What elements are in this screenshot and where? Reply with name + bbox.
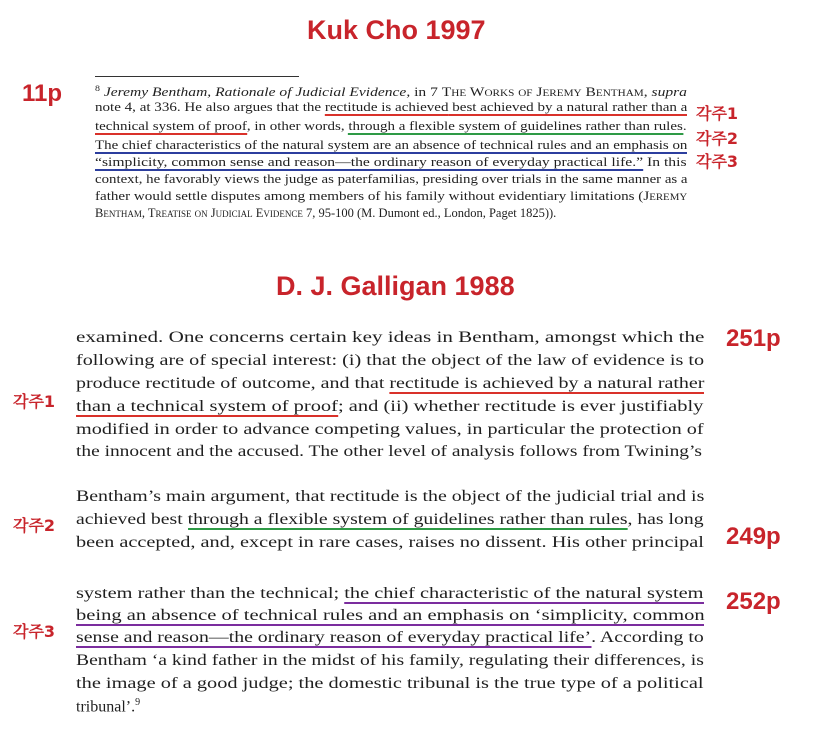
p2-text: , has long [627,511,704,528]
bottom-title: D. J. Galligan 1988 [276,271,515,301]
p3-footnote-ref: 9 [135,697,141,708]
footnote-line-8 [95,206,556,221]
p1-text: ; and (ii) whether rectitude is ever justifiably [337,398,704,415]
footnote-line-5 [95,155,687,170]
footnote-line-1 [95,81,687,100]
p1-line-2: following are of special interest: (i) that the object of the law of evidence is to [76,352,705,369]
p3-underline-c: sense and reason—the ordinary reason of everyday practical life’ [76,629,592,646]
top-tag-1: 각주1 [696,104,739,123]
p3-line-3 [76,629,704,647]
p2-underline: through a flexible system of guidelines rather than rules [187,511,628,528]
bottom-tag-1: 각주1 [13,392,56,411]
footnote-underline-3a: The chief characteristics of the natural system are an absence of technical rules and an emphasis on [95,138,688,152]
footnote-rule [95,76,299,77]
bottom-page-251: 251p [726,325,781,352]
p2-line-2 [76,511,704,529]
footnote-in: in 7 [410,85,442,100]
top-page-label: 11p [22,80,63,107]
p1-line-3 [76,375,704,393]
p3-text: system rather than the technical; [76,585,345,602]
p3-line-4: Bentham ‘a kind father in the midst of his family, regulating their differences, is [76,652,704,669]
footnote-author: Jeremy Bentham, Rationale of Judicial Evidence, [103,85,411,100]
footnote-author-sc: Jeremy [643,189,688,203]
p1-line-6: the innocent and the accused. The other level of analysis follows from Twining’s [76,443,702,460]
p3-text: tribunal’. [76,698,136,716]
p1-text: produce rectitude of outcome, and that [76,375,390,392]
footnote-text: father would settle disputes among members of his family without evidentiary limitations ( [95,189,644,203]
footnote-works: The Works of Jeremy Bentham, [441,85,648,100]
bottom-tag-2: 각주2 [13,516,56,535]
p3-line-6 [76,697,140,716]
footnote-underline-1a: rectitude is achieved [324,100,449,114]
bottom-page-249: 249p [726,523,781,550]
footnote-line-4 [95,138,687,153]
footnote-underline-1b: best achieved by a natural rather than a [448,100,688,114]
footnote-line-3 [95,119,687,134]
footnote-treatise: Bentham, Treatise on Judicial Evidence [95,206,303,220]
p1-line-4 [76,398,703,416]
p3-underline-a: the chief characteristic of the natural system [344,585,704,602]
p3-underline-b: being an absence of technical rules and an emphasis on ‘simplicity, common [76,607,705,624]
p2-line-1: Bentham’s main argument, that rectitude is the object of the judicial trial and is [76,488,705,505]
top-tag-2: 각주2 [696,129,739,148]
p2-text: achieved best [76,511,188,528]
bottom-page-252: 252p [726,588,781,615]
footnote-underline-2: through a flexible system of guidelines rather than rules [348,119,683,133]
footnote-number: 8 [95,84,100,93]
footnote-line-2 [95,100,687,115]
footnote-underline-1c: technical system of proof [95,119,247,133]
bottom-tag-3: 각주3 [13,622,56,641]
footnote-text: note 4, at 336. He also argues that the [95,100,325,114]
p3-line-2 [76,607,705,625]
top-tag-3: 각주3 [696,152,739,171]
p3-text: . According to [591,629,704,646]
p2-line-3: been accepted, and, except in rare cases, raises no dissent. His other principal [76,534,704,551]
p3-line-5: the image of a good judge; the domestic tribunal is the true type of a political [76,675,704,692]
footnote-text: . [682,119,687,133]
p1-line-5: modified in order to advance competing values, in particular the protection of [76,421,704,438]
footnote-supra: supra [647,85,687,100]
footnote-text: 7, 95-100 (M. Dumont ed., London, Paget 1825)). [302,206,557,220]
footnote-text: In this [643,155,687,169]
footnote-line-6: context, he favorably views the judge as paterfamilias, presiding over trials in the same manner as a [95,172,688,186]
top-title: Kuk Cho 1997 [307,15,486,45]
p1-line-1: examined. One concerns certain key ideas in Bentham, amongst which the [76,329,705,346]
footnote-text: , in other words, [246,119,349,133]
p1-underline-b: than a technical system of proof [76,398,338,415]
p1-underline-a: rectitude is achieved by a natural rather [389,375,705,392]
footnote-line-7 [95,189,687,204]
p3-line-1 [76,585,703,603]
footnote-underline-3b: “simplicity, common sense and reason—the ordinary reason of everyday practical life.” [95,155,644,169]
